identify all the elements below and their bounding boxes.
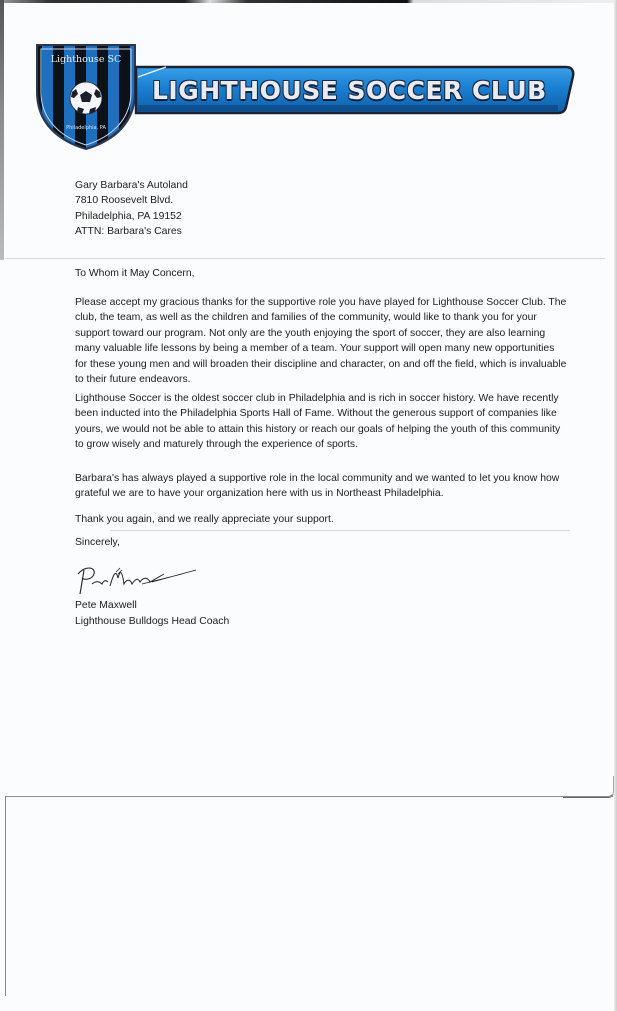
body-paragraph-4: Thank you again, and we really appreciate your support. xyxy=(75,514,334,525)
signer-name: Pete Maxwell xyxy=(75,600,137,611)
recipient-address xyxy=(75,178,565,239)
scan-edge-left xyxy=(0,0,4,260)
handwritten-signature xyxy=(72,560,197,600)
soccer-ball-icon xyxy=(70,82,102,114)
salutation: To Whom it May Concern, xyxy=(75,268,195,279)
fold-crease-upper xyxy=(5,258,605,259)
body-paragraph-3: Barbara's has always played a supportive role in the local community and we wanted to let you know how grateful we are to have your organization here with us in Northeast Philadelphia. xyxy=(75,473,560,500)
page-fold-left-edge xyxy=(5,796,6,996)
recipient-line-3: Philadelphia, PA 19152 xyxy=(75,210,182,222)
recipient-line-1: Gary Barbara's Autoland xyxy=(75,180,188,191)
recipient-line-4: ATTN: Barbara's Cares xyxy=(75,225,182,237)
scan-edge-top xyxy=(0,0,617,3)
page-fold-edge xyxy=(5,796,613,797)
logo-city-text: Philadelphia, PA xyxy=(66,125,106,131)
logo-title-text: Lighthouse SC xyxy=(50,54,122,65)
body-paragraph-2: Lighthouse Soccer is the oldest soccer club in Philadelphia and is rich in soccer history. We have recently been inducted into the Philadelphia Sports Hall of Fame. Without the generous support of companies like yours, we would not be able to attain this history or reach our goals of helping the youth of this community to grow wisely and maturely through the experience of sports. xyxy=(75,393,561,451)
page-fold-curl xyxy=(563,776,614,798)
closing: Sincerely, xyxy=(75,537,120,548)
recipient-line-2: 7810 Roosevelt Blvd. xyxy=(75,195,174,207)
banner-club-name: LIGHTHOUSE SOCCER CLUB xyxy=(152,76,547,105)
fold-crease-middle xyxy=(110,530,570,531)
signer-title: Lighthouse Bulldogs Head Coach xyxy=(75,616,230,627)
body-paragraph-1: Please accept my gracious thanks for the supportive role you have played for Lighthouse Soccer Club. The club, the team, as well as the children and families of the community, would like to thank you for your support toward our program. Not only are the youth enjoying the sport of soccer, they are also learning many valuable life lessons by being a member of a team. Your support will open many new opportunities for these young men and will broaden their discipline and character, on and off the field, which is invaluable to their future endeavors. xyxy=(75,297,567,386)
